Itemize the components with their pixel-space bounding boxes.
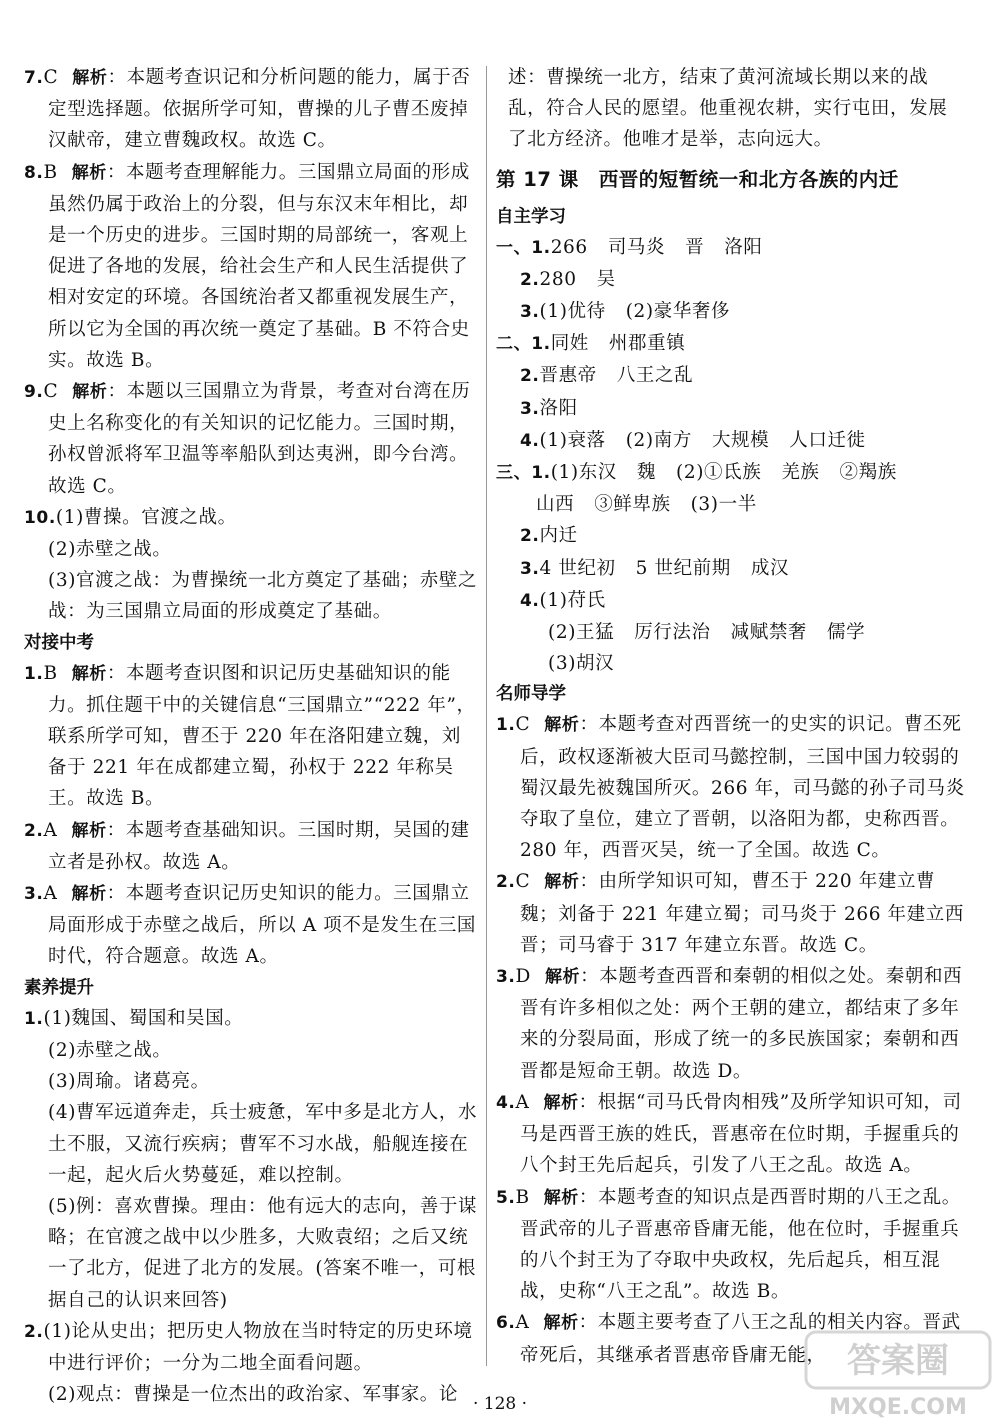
- mingshi-answer-4: 4.A 解析：根据“司马氏骨肉相残”及所学知识可知，司马是西晋王族的姓氏，晋惠帝在位时期，手握重兵的八个封王先后起兵，引发了八王之乱。故选 A。: [496, 1091, 962, 1177]
- zizhu-3-4-part-2: (2)王猛 厉行法治 减赋禁奢 儒学: [548, 622, 866, 644]
- zizhu-2-2: 2.晋惠帝 八王之乱: [520, 365, 694, 387]
- zizhu-1-3: 3.(1)优待 (2)豪华奢侈: [520, 301, 731, 323]
- lesson-title: 第 17 课 西晋的短暂统一和北方各族的内迁: [496, 167, 899, 191]
- left-column: [24, 62, 478, 1410]
- watermark-logo: [800, 1326, 996, 1422]
- zizhu-1-1: 一、1.266 司马炎 晋 洛阳: [496, 236, 763, 258]
- watermark-bottom-text: MXQE.COM: [829, 1395, 967, 1420]
- suyang-answer-2-part-2: (2)观点：曹操是一位杰出的政治家、军事家。论: [48, 1384, 459, 1406]
- duijie-answer-1: 1.B 解析：本题考查识图和识记历史基础知识的能力。抓住题干中的关键信息“三国鼎立”“222 年”，联系所学可知，曹丕于 220 年在洛阳建立魏，刘备于 221 年在成都建立蜀，孙权于 222 年称吴王。故选 B。: [24, 662, 476, 810]
- answer-8: 8.B 解析：本题考查理解能力。三国鼎立局面的形成虽然仍属于政治上的分裂，但与东汉末年相比，却是一个历史的进步。三国时期的局部统一，客观上促进了各地的发展，给社会生产和人民生活提供了相对安定的环境。各国统治者又都重视发展生产，所以它为全国的再次统一奠定了基础。B 不符合史实。故选 B。: [24, 161, 470, 371]
- zizhu-2-3: 3.洛阳: [520, 397, 578, 419]
- answer-9: 9.C 解析：本题以三国鼎立为背景，考查对台湾在历史上名称变化的有关知识的记忆能力。三国时期，孙权曾派将军卫温等率船队到达夷洲，即今台湾。故选 C。: [24, 381, 471, 497]
- answer-10: 10.(1)曹操。官渡之战。: [24, 506, 237, 528]
- suyang-answer-1-part-5: (5)例：喜欢曹操。理由：他有远大的志向，善于谋略；在官渡之战中以少胜多，大败袁绍；之后又统一了北方，促进了北方的发展。(答案不唯一，可根据自己的认识来回答): [48, 1195, 478, 1311]
- zizhu-1-2: 2.280 吴: [520, 268, 616, 290]
- zizhu-3-4: 4.(1)苻氏: [520, 589, 606, 611]
- mingshi-answer-5: 5.B 解析：本题考查的知识点是西晋时期的八王之乱。晋武帝的儿子晋惠帝昏庸无能，他在位时，手握重兵的八个封王为了夺取中央政权，先后起兵，相互混战，史称“八王之乱”。故选 B。: [496, 1186, 961, 1303]
- page-number: · 128 ·: [472, 1394, 528, 1414]
- mingshi-answer-3: 3.D 解析：本题考查西晋和秦朝的相似之处。秦朝和西晋有许多相似之处：两个王朝的建立，都结束了多年来的分裂局面，形成了统一的多民族国家；秦朝和西晋都是短命王朝。故选 D。: [496, 966, 963, 1082]
- suyang-answer-2: 2.(1)论从史出；把历史人物放在当时特定的历史环境中进行评价；一分为二地全面看问题。: [24, 1320, 473, 1374]
- answer-10-part-2: (2)赤壁之战。: [48, 539, 172, 561]
- section-heading-duijie: 对接中考: [24, 632, 94, 653]
- mingshi-answer-6: 6.A 解析：本题主要考查了八王之乱的相关内容。晋武帝死后，其继承者晋惠帝昏庸无能，: [496, 1312, 961, 1366]
- column-divider: [486, 66, 487, 1366]
- mingshi-answer-1: 1.C 解析：本题考查对西晋统一的史实的识记。曹丕死后，政权逐渐被大臣司马懿控制，三国中国力较弱的蜀汉最先被魏国所灭。266 年，司马懿的孙子司马炎夺取了皇位，建立了晋朝，以洛阳为都，史称西晋。280 年，西晋灭吴，统一了全国。故选 C。: [496, 714, 965, 862]
- zizhu-3-1-cont: 山西 ③鲜卑族 (3)一半: [536, 494, 757, 516]
- zizhu-3-1: 三、1.(1)东汉 魏 (2)①氐族 羌族 ②羯族: [496, 462, 897, 484]
- suyang-answer-1: 1.(1)魏国、蜀国和吴国。: [24, 1007, 244, 1029]
- answer-10-part-3: (3)官渡之战：为曹操统一北方奠定了基础；赤壁之战：为三国鼎立局面的形成奠定了基础。: [48, 570, 478, 623]
- right-column: [496, 62, 966, 1371]
- zizhu-2-1: 二、1.同姓 州郡重镇: [496, 333, 686, 355]
- section-heading-zizhu: 自主学习: [496, 206, 566, 227]
- zizhu-3-4-part-3: (3)胡汉: [548, 653, 615, 675]
- watermark-top-text: 答案圈: [847, 1341, 949, 1381]
- zizhu-2-4: 4.(1)衰落 (2)南方 大规模 人口迁徙: [520, 429, 866, 451]
- section-heading-mingshi: 名师导学: [496, 684, 566, 705]
- suyang-answer-1-part-4: (4)曹军远道奔走，兵士疲惫，军中多是北方人，水土不服，又流行疾病；曹军不习水战，船舰连接在一起，起火后火势蔓延，难以控制。: [48, 1102, 478, 1186]
- section-heading-suyang: 素养提升: [24, 977, 94, 998]
- suyang-answer-1-part-3: (3)周瑜。诸葛亮。: [48, 1071, 210, 1093]
- zizhu-3-3: 3.4 世纪初 5 世纪前期 成汉: [520, 557, 790, 579]
- zizhu-3-2: 2.内迁: [520, 525, 578, 547]
- duijie-answer-3: 3.A 解析：本题考查识记历史知识的能力。三国鼎立局面形成于赤壁之战后，所以 A 项不是发生在三国时代，符合题意。故选 A。: [24, 883, 477, 968]
- duijie-answer-2: 2.A 解析：本题考查基础知识。三国时期，吴国的建立者是孙权。故选 A。: [24, 819, 470, 873]
- mingshi-answer-2: 2.C 解析：由所学知识可知，曹丕于 220 年建立曹魏；刘备于 221 年建立蜀；司马炎于 266 年建立西晋；司马睿于 317 年建立东晋。故选 C。: [496, 871, 964, 956]
- continued-text: 述：曹操统一北方，结束了黄河流域长期以来的战乱，符合人民的愿望。他重视农耕，实行屯田，发展了北方经济。他唯才是举，志向远大。: [508, 67, 948, 151]
- suyang-answer-1-part-2: (2)赤壁之战。: [48, 1039, 172, 1061]
- answer-7: 7.C 解析：本题考查识记和分析问题的能力，属于否定型选择题。依据所学可知，曹操的儿子曹丕废掉汉献帝，建立曹魏政权。故选 C。: [24, 67, 471, 152]
